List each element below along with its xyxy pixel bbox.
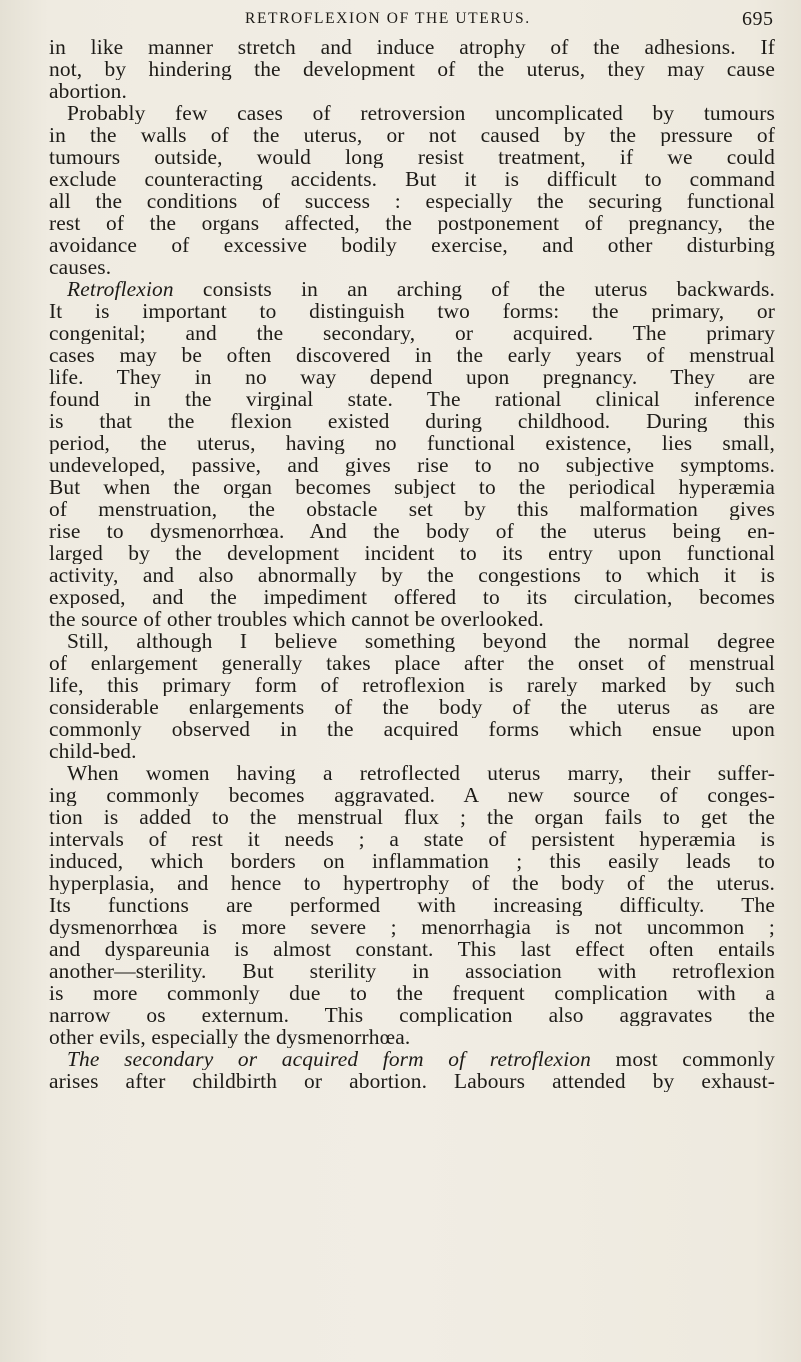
text-line: Probably few cases of retroversion uncomplicated by tumours bbox=[67, 102, 775, 124]
text-line: tion is added to the menstrual flux ; the organ fails to get the bbox=[49, 806, 775, 828]
text-line: considerable enlargements of the body of the uterus as are bbox=[49, 696, 775, 718]
text-line: period, the uterus, having no functional existence, lies small, bbox=[49, 432, 775, 454]
text-line: induced, which borders on inflammation ; this easily leads to bbox=[49, 850, 775, 872]
text-line: in like manner stretch and induce atrophy of the adhesions. If bbox=[49, 36, 775, 58]
text-span: consists in an arching of the uterus backwards. bbox=[173, 278, 775, 300]
text-span: most commonly bbox=[591, 1048, 775, 1070]
text-line: rest of the organs affected, the postponement of pregnancy, the bbox=[49, 212, 775, 234]
text-line: causes. bbox=[49, 256, 112, 278]
text-line: rise to dysmenorrhœa. And the body of the uterus being en- bbox=[49, 520, 775, 542]
text-line: ing commonly becomes aggravated. A new source of conges- bbox=[49, 784, 775, 806]
text-line: larged by the development incident to its entry upon functional bbox=[49, 542, 775, 564]
text-line: the source of other troubles which cannot be overlooked. bbox=[49, 608, 544, 630]
text-line: congenital; and the secondary, or acquired. The primary bbox=[49, 322, 775, 344]
text-line bbox=[49, 278, 775, 300]
text-line: But when the organ becomes subject to the periodical hyperæmia bbox=[49, 476, 775, 498]
text-line: commonly observed in the acquired forms which ensue upon bbox=[49, 718, 775, 740]
text-line: is that the flexion existed during childhood. During this bbox=[49, 410, 775, 432]
text-line: cases may be often discovered in the early years of menstrual bbox=[49, 344, 775, 366]
text-line: activity, and also abnormally by the congestions to which it is bbox=[49, 564, 775, 586]
text-line: found in the virginal state. The rational clinical inference bbox=[49, 388, 775, 410]
page-header bbox=[0, 8, 801, 38]
text-line: undeveloped, passive, and gives rise to no subjective symptoms. bbox=[49, 454, 775, 476]
text-line: narrow os externum. This complication also aggravates the bbox=[49, 1004, 775, 1026]
text-line bbox=[49, 1048, 775, 1070]
text-line: in the walls of the uterus, or not caused by the pressure of bbox=[49, 124, 775, 146]
text-line: life. They in no way depend upon pregnancy. They are bbox=[49, 366, 775, 388]
text-line: other evils, especially the dysmenorrhœa. bbox=[49, 1026, 411, 1048]
text-line: tumours outside, would long resist treatment, if we could bbox=[49, 146, 775, 168]
text-line: child-bed. bbox=[49, 740, 137, 762]
paragraph bbox=[49, 762, 775, 1048]
paragraph bbox=[49, 630, 775, 762]
running-head: RETROFLEXION OF THE UTERUS. bbox=[245, 10, 531, 27]
text-line: intervals of rest it needs ; a state of persistent hyperæmia is bbox=[49, 828, 775, 850]
paragraph bbox=[49, 36, 775, 102]
text-line: life, this primary form of retroflexion is rarely marked by such bbox=[49, 674, 775, 696]
body-text bbox=[49, 36, 775, 1092]
text-line: and dyspareunia is almost constant. This last effect often entails bbox=[49, 938, 775, 960]
text-line: It is important to distinguish two forms: the primary, or bbox=[49, 300, 775, 322]
paragraph bbox=[49, 1048, 775, 1092]
italic-term: Retroflexion bbox=[67, 278, 174, 300]
text-line: dysmenorrhœa is more severe ; menorrhagia is not uncommon ; bbox=[49, 916, 775, 938]
text-line: not, by hindering the development of the uterus, they may cause bbox=[49, 58, 775, 80]
text-line: of enlargement generally takes place after the onset of menstrual bbox=[49, 652, 775, 674]
text-line: hyperplasia, and hence to hypertrophy of the body of the uterus. bbox=[49, 872, 775, 894]
text-line: arises after childbirth or abortion. Labours attended by exhaust- bbox=[49, 1070, 775, 1092]
text-line: avoidance of excessive bodily exercise, and other disturbing bbox=[49, 234, 775, 256]
text-line: Still, although I believe something beyond the normal degree bbox=[67, 630, 775, 652]
text-line: of menstruation, the obstacle set by this malformation gives bbox=[49, 498, 775, 520]
italic-term: The secondary or acquired form of retroflexion bbox=[67, 1048, 591, 1070]
paragraph bbox=[49, 102, 775, 278]
text-line: Its functions are performed with increasing difficulty. The bbox=[49, 894, 775, 916]
text-line: When women having a retroflected uterus marry, their suffer- bbox=[67, 762, 775, 784]
text-line: is more commonly due to the frequent complication with a bbox=[49, 982, 775, 1004]
page-number: 695 bbox=[742, 8, 774, 30]
text-line: all the conditions of success : especially the securing functional bbox=[49, 190, 775, 212]
paragraph bbox=[49, 278, 775, 630]
text-line: exclude counteracting accidents. But it is difficult to command bbox=[49, 168, 775, 190]
text-line: another—sterility. But sterility in association with retroflexion bbox=[49, 960, 775, 982]
text-line: abortion. bbox=[49, 80, 127, 102]
text-line: exposed, and the impediment offered to its circulation, becomes bbox=[49, 586, 775, 608]
